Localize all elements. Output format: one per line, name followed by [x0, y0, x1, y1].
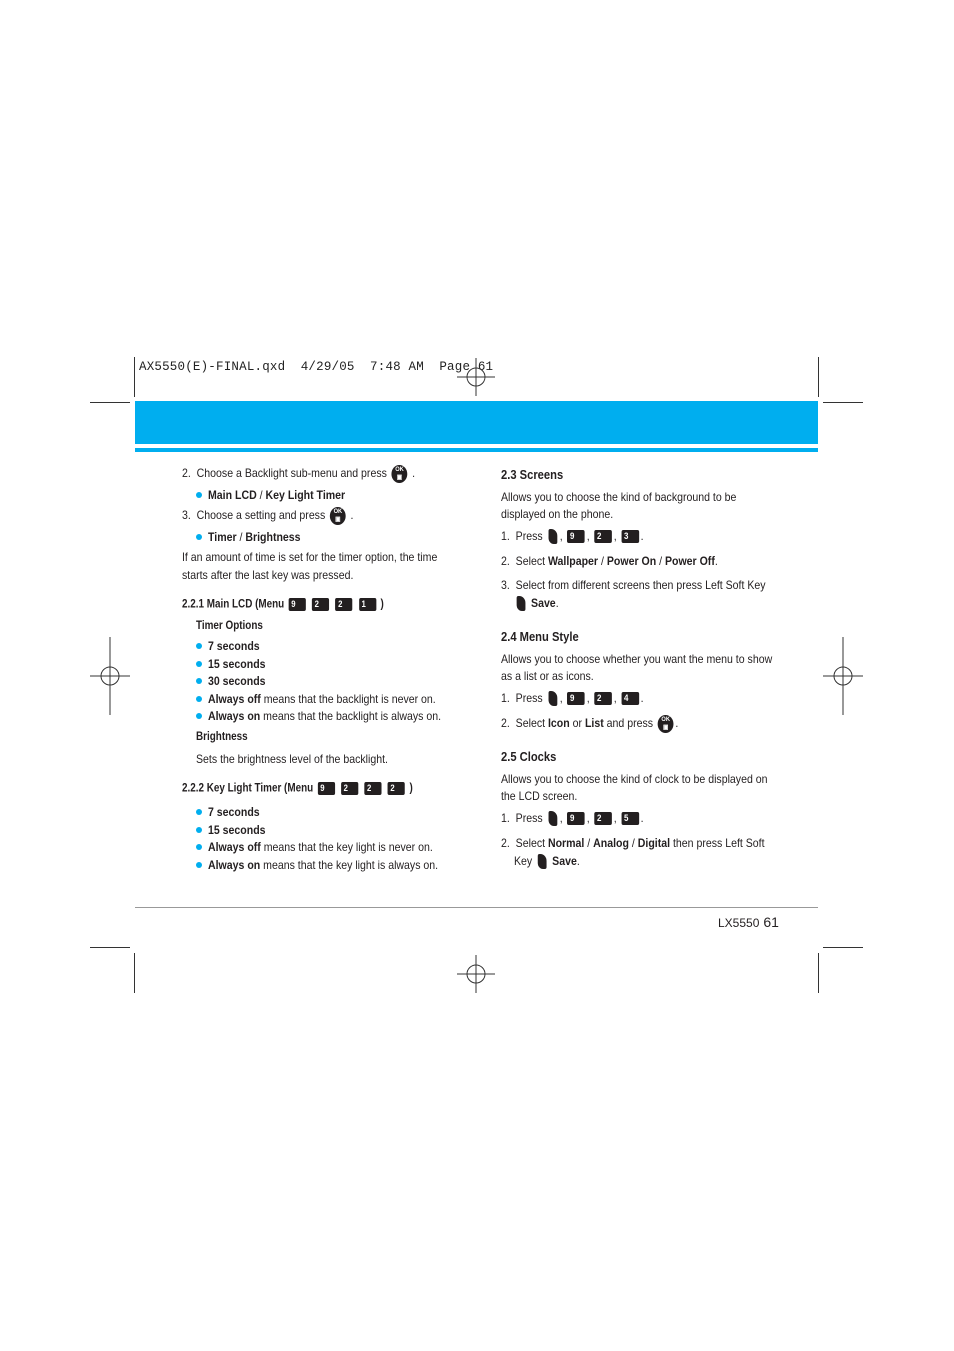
section-heading-menu-style: 2.4 Menu Style — [501, 629, 579, 644]
ok-key-icon: OK ▣ — [658, 715, 674, 733]
clocks-step1: 1. Press , 9 , 2 , 5 . — [501, 811, 644, 825]
screens-save: Save. — [514, 595, 565, 613]
number-key-icon: 2 — [312, 598, 329, 611]
timer-note-line2: starts after the last key was pressed. — [182, 568, 354, 582]
step-choose-backlight: 2. Choose a Backlight sub-menu and press OK ▣ . — [182, 466, 416, 481]
menu-style-desc-line1: Allows you to choose whether you want the menu to show — [501, 652, 773, 666]
screens-step1: 1. Press , 9 , 2 , 3 . — [501, 529, 644, 543]
number-key-icon: 3 — [621, 530, 639, 543]
bullet-icon — [196, 661, 202, 667]
menu-style-step2: 2. Select Icon or List and press OK ▣ . — [501, 716, 679, 731]
bullet-icon — [196, 492, 202, 498]
list-item: Always on means that the key light is always on. — [196, 857, 469, 875]
list-item: Always off means that the key light is never on. — [196, 839, 463, 857]
bullet-icon — [196, 534, 202, 540]
bullet-icon — [196, 827, 202, 833]
number-key-icon: 9 — [567, 812, 585, 825]
list-item: 15 seconds — [196, 822, 273, 840]
number-key-icon: 2 — [594, 812, 612, 825]
step-choose-setting: 3. Choose a setting and press OK ▣ . — [182, 508, 354, 523]
menu-style-step1: 1. Press , 9 , 2 , 4 . — [501, 691, 644, 705]
brightness-text: Sets the brightness level of the backlight. — [196, 752, 388, 766]
screens-desc-line2: displayed on the phone. — [501, 507, 614, 521]
page-number: 61 — [763, 914, 779, 930]
list-item: 7 seconds — [196, 638, 267, 656]
number-key-icon: 2 — [594, 530, 612, 543]
bullet-icon — [196, 678, 202, 684]
print-slug: AX5550(E)-FINAL.qxd 4/29/05 7:48 AM Page 61 — [139, 360, 494, 374]
crop-mark — [90, 947, 130, 948]
number-key-icon: 2 — [388, 782, 405, 795]
screens-step2: 2. Select Wallpaper / Power On / Power Off. — [501, 554, 718, 568]
timer-note-line1: If an amount of time is set for the timer option, the time — [182, 550, 438, 564]
page-footer — [718, 914, 779, 930]
number-key-icon: 9 — [567, 530, 585, 543]
number-key-icon: 1 — [359, 598, 376, 611]
clocks-save: Key Save. — [514, 854, 580, 868]
bullet-icon — [196, 713, 202, 719]
crop-mark — [818, 953, 819, 993]
list-item: Always off means that the backlight is never on. — [196, 691, 467, 709]
registration-mark-icon — [90, 637, 130, 715]
list-item: Always on means that the backlight is always on. — [196, 708, 473, 726]
left-soft-key-icon — [548, 811, 557, 826]
crop-mark — [823, 947, 863, 948]
bullet-icon — [196, 809, 202, 815]
number-key-icon: 2 — [364, 782, 381, 795]
clocks-step2: 2. Select Normal / Analog / Digital then press Left Soft — [501, 836, 765, 850]
crop-mark — [823, 402, 863, 403]
ok-key-icon: OK ▣ — [392, 465, 408, 483]
number-key-icon: 9 — [289, 598, 306, 611]
section-heading-screens: 2.3 Screens — [501, 467, 564, 482]
registration-mark-icon — [457, 955, 495, 993]
model-name: LX5550 — [718, 916, 760, 930]
number-key-icon: 2 — [335, 598, 352, 611]
crop-mark — [818, 357, 819, 397]
header-rule — [135, 448, 818, 452]
clocks-desc-line2: the LCD screen. — [501, 789, 578, 803]
number-key-icon: 5 — [621, 812, 639, 825]
left-soft-key-icon — [517, 596, 526, 611]
registration-mark-icon — [823, 637, 863, 715]
footer-rule — [135, 907, 818, 908]
number-key-icon: 9 — [318, 782, 335, 795]
screens-step3: 3. Select from different screens then press Left Soft Key — [501, 578, 766, 592]
bullet-icon — [196, 862, 202, 868]
left-soft-key-icon — [548, 529, 557, 544]
number-key-icon: 2 — [341, 782, 358, 795]
clocks-desc-line1: Allows you to choose the kind of clock to be displayed on — [501, 772, 768, 786]
section-heading-2-2-2: 2.2.2 Key Light Timer (Menu 9 2 2 2 ) — [182, 782, 413, 795]
list-item: 7 seconds — [196, 804, 267, 822]
screens-desc-line1: Allows you to choose the kind of background to be — [501, 490, 737, 504]
left-soft-key-icon — [548, 691, 557, 706]
number-key-icon: 4 — [621, 692, 639, 705]
number-key-icon: 9 — [567, 692, 585, 705]
crop-mark — [134, 953, 135, 993]
bullet-icon — [196, 844, 202, 850]
registration-mark-icon — [457, 358, 495, 396]
section-heading-clocks: 2.5 Clocks — [501, 749, 557, 764]
ok-key-icon: OK ▣ — [330, 507, 346, 525]
bullet-icon — [196, 643, 202, 649]
timer-options-heading: Timer Options — [196, 620, 263, 632]
list-item: Main LCD / Key Light Timer — [196, 487, 364, 505]
list-item: 30 seconds — [196, 673, 273, 691]
bullet-icon — [196, 696, 202, 702]
menu-style-desc-line2: as a list or as icons. — [501, 669, 594, 683]
left-soft-key-icon — [538, 854, 547, 869]
header-band — [135, 401, 818, 444]
list-item: Timer / Brightness — [196, 529, 313, 547]
crop-mark — [134, 357, 135, 397]
list-item: 15 seconds — [196, 656, 273, 674]
number-key-icon: 2 — [594, 692, 612, 705]
brightness-heading: Brightness — [196, 731, 248, 743]
section-heading-2-2-1: 2.2.1 Main LCD (Menu 9 2 2 1 ) — [182, 598, 384, 611]
crop-mark — [90, 402, 130, 403]
